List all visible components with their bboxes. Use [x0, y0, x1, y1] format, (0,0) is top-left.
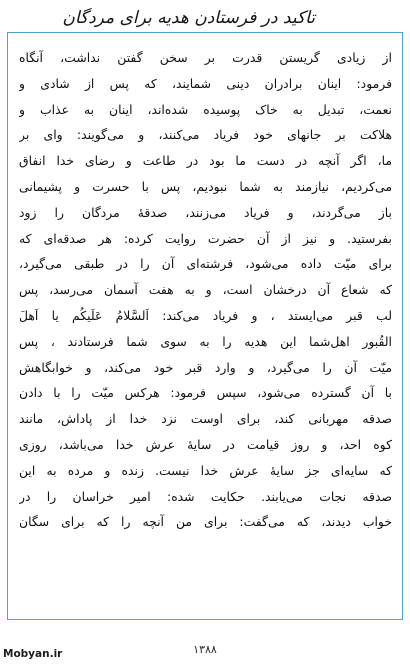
- text-line: با آن گسترده می‌شود، سپس فرمود: هرکس میّت را با دادن: [19, 385, 392, 401]
- text-line: فرمود: اینان برادران دینی شمایند، که پس از شادی و: [19, 75, 392, 91]
- page-number: ۱۳۸۸: [193, 643, 217, 656]
- text-line: برای میّت داده می‌شود، فرشته‌ای آن را در طبقی می‌گیرد،: [19, 256, 392, 272]
- text-line: میّت آن را می‌گیرد، و وارد قبر خود می‌کند، و خوابگاهش: [19, 359, 392, 375]
- text-line: کوه احد، و روز قیامت در سایهٔ عرش خدا می‌باشد، روزی: [19, 436, 392, 452]
- text-line: ما، اگر آنچه در دست ما بود در طاعت و رضای خدا انفاق: [19, 153, 392, 169]
- text-line: صدقه مهربانی کند، برای اوست نزد خدا از پاداش، مانند: [19, 411, 392, 427]
- text-line: هلاکت بر جانهای خود فریاد می‌کنند، و می‌گویند: وای بر: [19, 127, 392, 143]
- text-line: می‌کردیم، نیازمند به شما نبودیم، پس با حسرت و پشیمانی: [19, 178, 392, 194]
- text-line: که سایه‌ای جز سایهٔ عرش خدا نیست. زنده و مرده به این: [19, 462, 392, 478]
- text-line: صدقه نجات می‌یابند. حکایت شده: امیر خراسان را در: [19, 488, 392, 504]
- text-line: بفرستید. و نیز از آن حضرت روایت کرده: هر صدقه‌ای که: [19, 230, 392, 246]
- text-line: نعمت، تبدیل به خاک پوسیده شده‌اند، اینان به عذاب و: [19, 101, 392, 117]
- text-line: باز می‌گردند، و فریاد می‌زنند، صدقهٔ مردگان را زود: [19, 204, 392, 220]
- body-text: [19, 45, 392, 615]
- text-line: القُبور اهل‌شما این هدیه را به سوی شما فرستادند ، پس: [19, 333, 392, 349]
- page-header-title: تاکید در فرستادن هدیه برای مردگان: [62, 8, 315, 28]
- text-line: از زیادی گریستن قدرت بر سخن گفتن نداشت، آنگاه: [19, 50, 392, 65]
- text-line: لب قبر می‌ایستد ، و فریاد می‌کند: اَلسَّلامُ عَلَیکُم یا اَهلَ: [19, 307, 392, 323]
- text-line: که شعاع آن درخشان است، و به هفت آسمان می‌رسد، پس: [19, 282, 392, 298]
- text-line: خواب دیدند، که می‌گفت: برای من آنچه را که برای سگان: [19, 514, 392, 530]
- site-watermark: Mobyan.ir: [3, 648, 63, 660]
